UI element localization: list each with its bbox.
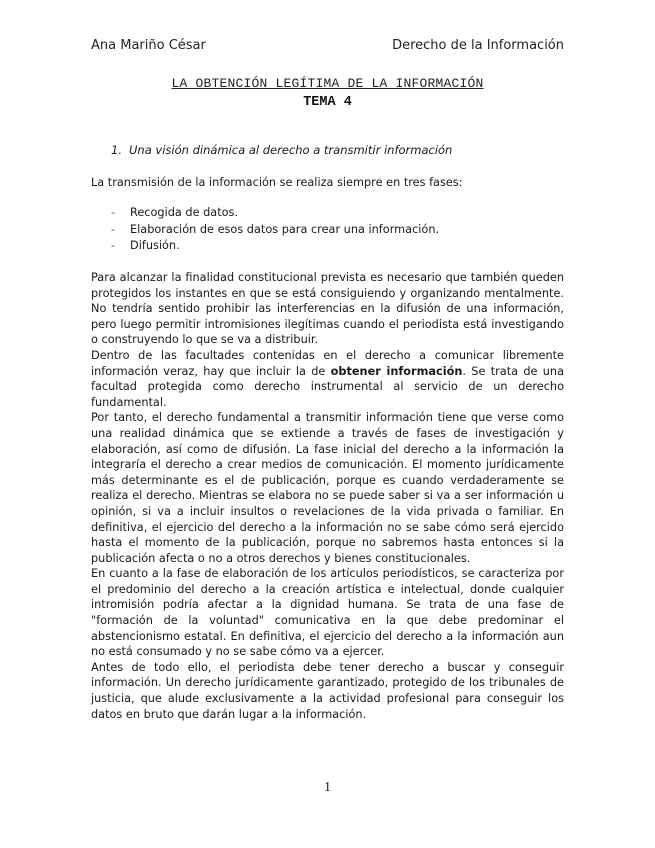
intro-text: La transmisión de la información se realiza siempre en tres fases: <box>91 176 463 189</box>
bullet-dash-icon: - <box>111 239 116 252</box>
page-header <box>91 38 564 56</box>
header-course: Derecho de la Información <box>392 38 564 53</box>
phases-list <box>111 205 439 255</box>
emphasis-text: obtener información <box>330 364 463 378</box>
paragraph: Dentro de las facultades contenidas en el derecho a comunicar libremente información veraz, hay que incluir la de obtener información. Se trata de una facultad protegida como derecho instrumental al servicio de un derecho fundamental. <box>91 348 565 409</box>
body-paragraphs <box>91 270 564 722</box>
list-item: - Difusión. <box>111 238 439 255</box>
document-title: LA OBTENCIÓN LEGÍTIMA DE LA INFORMACIÓN <box>171 76 484 91</box>
paragraph: Para alcanzar la finalidad constitucional prevista es necesario que también queden protegidos los instantes en que se está consiguiendo y organizando mentalmente. No tendría sentido prohibir las interferencias en la difusión de una información, pero luego permitir intromisiones ilegítimas cuando el periodista está investigando o construyendo lo que se va a distribuir. <box>91 271 564 347</box>
section-heading-text: Una visión dinámica al derecho a transmitir información <box>129 143 453 157</box>
bullet-dash-icon: - <box>111 206 116 219</box>
list-item: - Elaboración de esos datos para crear una información. <box>111 222 439 239</box>
section-number: 1. <box>111 143 122 157</box>
list-item: - Recogida de datos. <box>111 205 439 222</box>
paragraph: Antes de todo ello, el periodista debe tener derecho a buscar y conseguir información. Un derecho jurídicamente garantizado, protegido de los tribunales de justicia, que alude exclusivamente a la actividad profesional para conseguir los datos en bruto que darán lugar a la información. <box>91 660 564 721</box>
page-number: 1 <box>324 780 331 795</box>
paragraph: Por tanto, el derecho fundamental a transmitir información tiene que verse como una realidad dinámica que se extiende a través de fases de investigación y elaboración, así como de difusión. La fase inicial del derecho a la información la integraría el derecho a crear medios de comunicación. El momento jurídicamente más determinante es el de publicación, porque es cuando verdaderamente se realiza el derecho. Mientras se elabora no se puede saber si va a ser información u opinión, si va a incluir insultos o revelaciones de la vida privada o familiar. En definitiva, el ejercicio del derecho a la información no se sabe cómo será ejercido hasta el momento de la publicación, porque no sabremos hasta entonces si la publicación afecta o no a otros derechos y bienes constitucionales. <box>91 411 564 565</box>
document-subtitle: TEMA 4 <box>303 95 352 110</box>
bullet-dash-icon: - <box>111 222 116 236</box>
section-heading <box>111 143 452 157</box>
paragraph: En cuanto a la fase de elaboración de los artículos periodísticos, se caracteriza por el predominio del derecho a la creación artística e intelectual, donde cualquier intromisión podría afectar a la dignidad humana. Se trata de una fase de "formación de la voluntad" comunicativa en la que debe predominar el abstencionismo estatal. En definitiva, el ejercicio del derecho a la información aun no está consumado y no se sabe cómo va a ejercer. <box>91 567 564 659</box>
header-author: Ana Mariño César <box>91 38 206 53</box>
